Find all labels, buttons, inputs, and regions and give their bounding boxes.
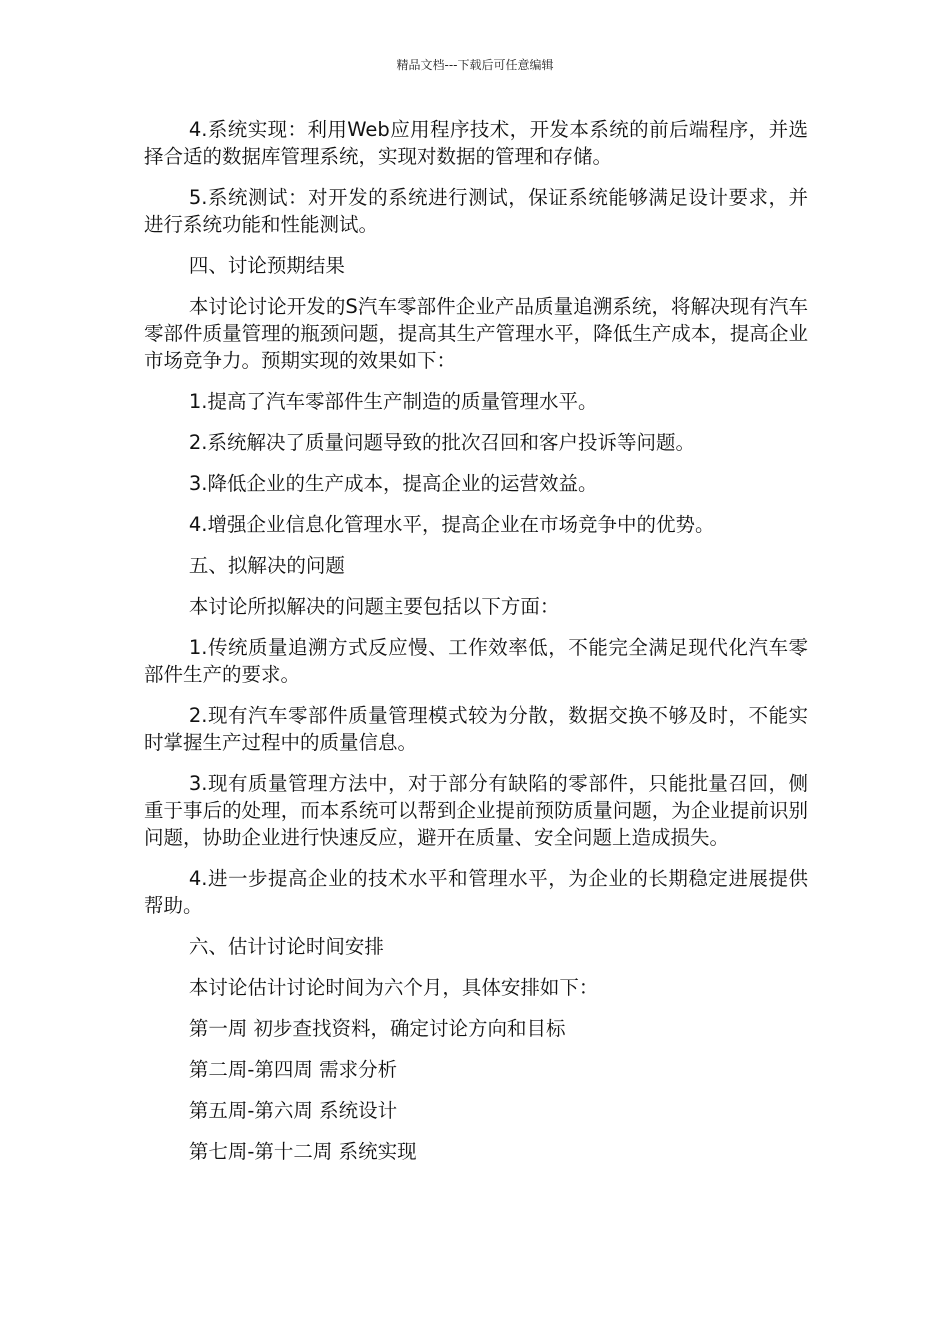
list-item: 4.增强企业信息化管理水平，提高企业在市场竞争中的优势。 [188,513,715,536]
schedule-item: 第五周-第六周 系统设计 [188,1099,398,1122]
paragraph: 本讨论讨论开发的S汽车零部件企业产品质量追溯系统，将解决现有汽车零部件质量管理的瓶颈问题，提高其生产管理水平，降低生产成本，提高企业市场竞争力。预期实现的效果如下： [144,295,808,372]
list-item: 4.进一步提高企业的技术水平和管理水平，为企业的长期稳定进展提供帮助。 [144,867,808,917]
list-item: 3.现有质量管理方法中，对于部分有缺陷的零部件，只能批量召回，侧重于事后的处理，而本系统可以帮到企业提前预防质量问题，为企业提前识别问题，协助企业进行快速反应，避开在质量、安全问题上造成损失。 [144,772,808,849]
list-item: 3.降低企业的生产成本，提高企业的运营效益。 [188,472,598,495]
document-body [144,116,808,1179]
list-item: 1.传统质量追溯方式反应慢、工作效率低，不能完全满足现代化汽车零部件生产的要求。 [144,636,808,686]
section-heading: 五、拟解决的问题 [188,554,345,577]
list-item: 2.系统解决了质量问题导致的批次召回和客户投诉等问题。 [188,431,695,454]
schedule-item: 第七周-第十二周 系统实现 [188,1140,417,1163]
paragraph: 本讨论估计讨论时间为六个月，具体安排如下： [188,976,599,999]
paragraph: 本讨论所拟解决的问题主要包括以下方面： [188,595,560,618]
schedule-item: 第二周-第四周 需求分析 [188,1058,398,1081]
page-header: 精品文档---下载后可任意编辑 [396,58,554,72]
schedule-item: 第一周 初步查找资料，确定讨论方向和目标 [188,1017,566,1040]
list-item: 2.现有汽车零部件质量管理模式较为分散，数据交换不够及时，不能实时掌握生产过程中的质量信息。 [144,704,808,754]
section-heading: 四、讨论预期结果 [188,254,345,277]
list-item: 1.提高了汽车零部件生产制造的质量管理水平。 [188,390,598,413]
paragraph: 4.系统实现：利用Web应用程序技术，开发本系统的前后端程序，并选择合适的数据库管理系统，实现对数据的管理和存储。 [144,118,808,168]
paragraph: 5.系统测试：对开发的系统进行测试，保证系统能够满足设计要求，并进行系统功能和性能测试。 [144,186,808,236]
section-heading: 六、估计讨论时间安排 [188,935,384,958]
